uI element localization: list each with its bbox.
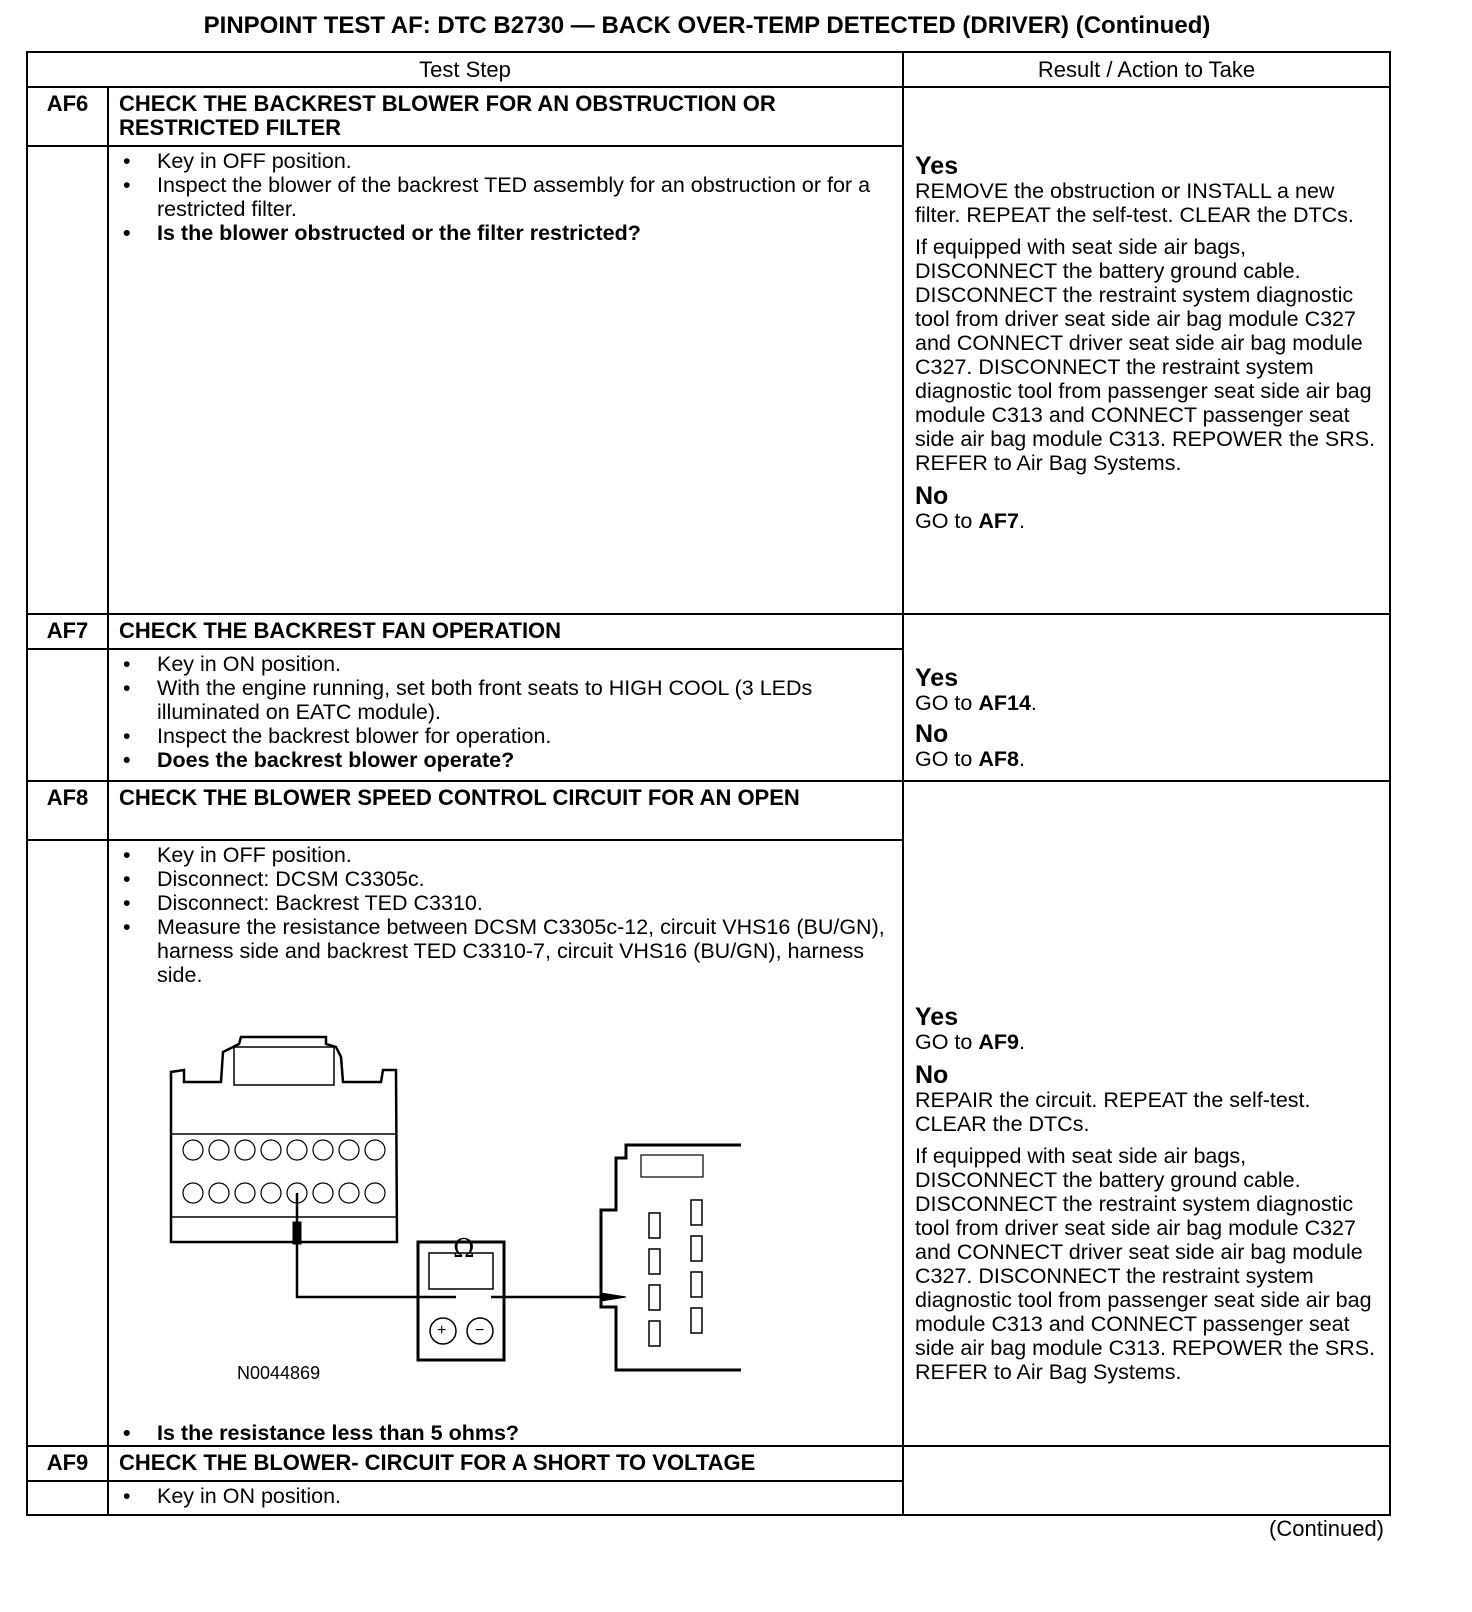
step-result	[903, 614, 1390, 781]
yes-label: Yes	[915, 1003, 959, 1031]
step-item: • Disconnect: DCSM C3305c.	[157, 867, 902, 891]
continued-note: (Continued)	[1269, 1516, 1384, 1541]
step-body	[108, 1481, 903, 1515]
ohm-symbol: Ω	[453, 1234, 475, 1264]
step-item: • Key in OFF position.	[157, 149, 902, 173]
figure-id: N0044869	[237, 1363, 321, 1383]
step-body	[108, 146, 903, 614]
step-result	[903, 1446, 1390, 1515]
goto-link[interactable]: AF14	[978, 691, 1031, 715]
connector-diagram	[109, 987, 904, 1427]
yes-action: GO to AF9.	[915, 1030, 1025, 1054]
step-result	[903, 781, 1390, 1446]
no-label: No	[915, 720, 949, 748]
goto-link[interactable]: AF7	[978, 509, 1019, 533]
yes-action: REMOVE the obstruction or INSTALL a new filter. REPEAT the self-test. CLEAR the DTCs.	[915, 179, 1354, 227]
step-item: • Inspect the blower of the backrest TED assembly for an obstruction or for a restricted filter.	[157, 173, 902, 221]
pinpoint-test-table	[26, 51, 1391, 1516]
step-id: AF9	[27, 1446, 108, 1481]
goto-link[interactable]: AF8	[978, 747, 1019, 771]
step-item: • Key in ON position.	[157, 652, 902, 676]
no-action: REPAIR the circuit. REPEAT the self-test. CLEAR the DTCs.	[915, 1088, 1311, 1136]
step-item: • Key in OFF position.	[157, 843, 902, 867]
step-result	[903, 87, 1390, 614]
header-result: Result / Action to Take	[903, 52, 1390, 87]
step-heading: CHECK THE BACKREST BLOWER FOR AN OBSTRUCTION OR RESTRICTED FILTER	[108, 87, 903, 146]
plus-terminal: +	[437, 1322, 447, 1339]
no-action: GO to AF7.	[915, 509, 1025, 533]
step-item: • With the engine running, set both front seats to HIGH COOL (3 LEDs illuminated on EATC module).	[157, 676, 902, 724]
step-body	[108, 840, 903, 1446]
yes-label: Yes	[915, 152, 959, 180]
step-heading: CHECK THE BACKREST FAN OPERATION	[108, 614, 903, 649]
resistance-measurement-diagram	[109, 987, 902, 1427]
no-label: No	[915, 1061, 949, 1089]
minus-terminal: −	[475, 1322, 485, 1339]
yes-action-note: If equipped with seat side air bags, DISCONNECT the battery ground cable. DISCONNECT the restraint system diagnostic tool from driver seat side air bag module C327 and CONNECT driver seat side air bag module C327. DISCONNECT the restraint system diagnostic tool from passenger seat side air bag module C313 and CONNECT passenger seat side air bag module C313. REPOWER the SRS. REFER to Air Bag Systems.	[915, 235, 1376, 475]
step-item: • Inspect the backrest blower for operation.	[157, 724, 902, 748]
step-item: • Measure the resistance between DCSM C3305c-12, circuit VHS16 (BU/GN), harness side and backrest TED C3310-7, circuit VHS16 (BU/GN), harness side.	[157, 915, 902, 987]
yes-action: GO to AF14.	[915, 691, 1037, 715]
step-heading: CHECK THE BLOWER SPEED CONTROL CIRCUIT FOR AN OPEN	[108, 781, 903, 840]
step-heading: CHECK THE BLOWER- CIRCUIT FOR A SHORT TO VOLTAGE	[108, 1446, 903, 1481]
step-question: • Is the resistance less than 5 ohms?	[157, 1421, 902, 1445]
step-item: • Disconnect: Backrest TED C3310.	[157, 891, 902, 915]
step-question: • Is the blower obstructed or the filter restricted?	[157, 221, 902, 245]
step-id: AF7	[27, 614, 108, 649]
step-id: AF6	[27, 87, 108, 146]
goto-link[interactable]: AF9	[978, 1030, 1019, 1054]
yes-label: Yes	[915, 664, 959, 692]
step-item: • Key in ON position.	[157, 1484, 902, 1508]
header-test-step: Test Step	[27, 52, 903, 87]
page-title: PINPOINT TEST AF: DTC B2730 — BACK OVER-TEMP DETECTED (DRIVER) (Continued)	[203, 12, 1211, 39]
step-question: • Does the backrest blower operate?	[157, 748, 902, 772]
step-body	[108, 649, 903, 781]
step-id: AF8	[27, 781, 108, 840]
no-label: No	[915, 482, 949, 510]
no-action-note: If equipped with seat side air bags, DISCONNECT the battery ground cable. DISCONNECT the restraint system diagnostic tool from driver seat side air bag module C327 and CONNECT driver seat side air bag module C327. DISCONNECT the restraint system diagnostic tool from passenger seat side air bag module C313 and CONNECT passenger seat side air bag module C313. REPOWER the SRS. REFER to Air Bag Systems.	[915, 1144, 1376, 1384]
dcsm-connector	[171, 1037, 397, 1242]
no-action: GO to AF8.	[915, 747, 1025, 771]
